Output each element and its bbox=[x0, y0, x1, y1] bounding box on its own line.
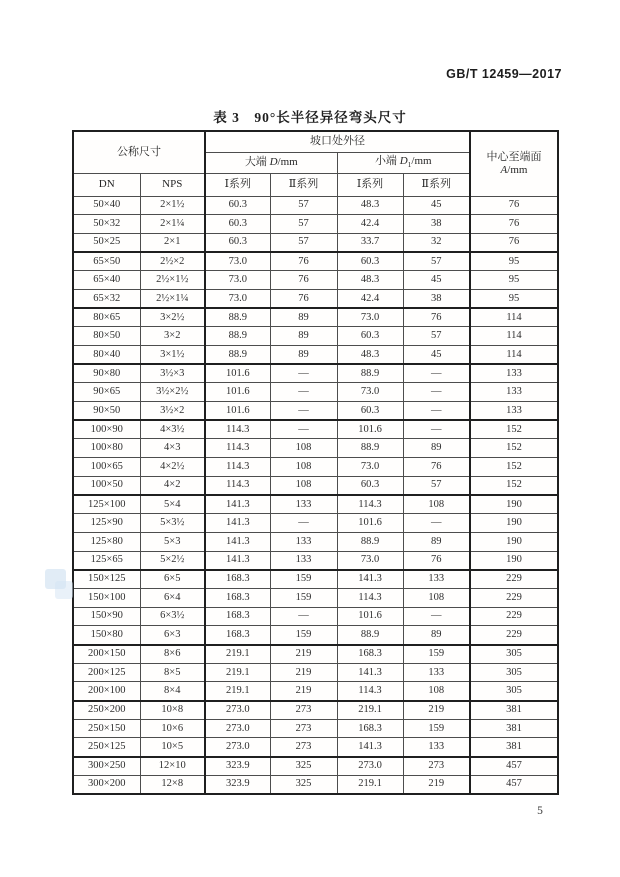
center-to-face-cell: 457 bbox=[470, 775, 558, 794]
large-end-series-ii-cell: — bbox=[270, 420, 337, 439]
large-end-series-ii-cell: 273 bbox=[270, 701, 337, 720]
table-row bbox=[73, 701, 558, 720]
large-end-series-i-cell: 88.9 bbox=[205, 346, 270, 365]
small-end-series-ii-cell: 273 bbox=[403, 757, 470, 776]
header-small-end-unit: /mm bbox=[411, 155, 432, 168]
dn-cell: 150×90 bbox=[73, 607, 140, 626]
small-end-series-i-cell: 48.3 bbox=[337, 271, 403, 290]
small-end-series-i-cell: 141.3 bbox=[337, 663, 403, 682]
center-to-face-cell: 133 bbox=[470, 364, 558, 383]
large-end-series-ii-cell: — bbox=[270, 402, 337, 421]
large-end-series-i-cell: 219.1 bbox=[205, 645, 270, 664]
large-end-series-ii-cell: 108 bbox=[270, 439, 337, 458]
large-end-series-i-cell: 273.0 bbox=[205, 701, 270, 720]
nps-cell: 8×5 bbox=[140, 663, 205, 682]
large-end-series-ii-cell: 57 bbox=[270, 215, 337, 234]
large-end-series-ii-cell: 108 bbox=[270, 458, 337, 477]
table-row bbox=[73, 364, 558, 383]
small-end-series-ii-cell: 89 bbox=[403, 532, 470, 551]
center-to-face-cell: 305 bbox=[470, 682, 558, 701]
small-end-series-i-cell: 88.9 bbox=[337, 532, 403, 551]
center-to-face-cell: 76 bbox=[470, 215, 558, 234]
table-row bbox=[73, 476, 558, 495]
large-end-series-i-cell: 168.3 bbox=[205, 626, 270, 645]
large-end-series-ii-cell: — bbox=[270, 383, 337, 402]
small-end-series-ii-cell: 133 bbox=[403, 570, 470, 589]
header-small-end-series-i: Ⅰ系列 bbox=[337, 173, 403, 196]
nps-cell: 12×10 bbox=[140, 757, 205, 776]
table-header bbox=[73, 131, 558, 196]
large-end-series-i-cell: 141.3 bbox=[205, 551, 270, 570]
small-end-series-ii-cell: 133 bbox=[403, 738, 470, 757]
large-end-series-i-cell: 273.0 bbox=[205, 738, 270, 757]
reducing-elbow-dimensions-table bbox=[72, 130, 559, 795]
nps-cell: 8×6 bbox=[140, 645, 205, 664]
center-to-face-cell: 95 bbox=[470, 252, 558, 271]
large-end-series-ii-cell: 325 bbox=[270, 775, 337, 794]
page-number: 5 bbox=[537, 805, 543, 817]
small-end-series-ii-cell: — bbox=[403, 402, 470, 421]
small-end-series-ii-cell: — bbox=[403, 420, 470, 439]
table-row bbox=[73, 663, 558, 682]
large-end-series-ii-cell: 76 bbox=[270, 289, 337, 308]
table-row bbox=[73, 588, 558, 607]
nps-cell: 8×4 bbox=[140, 682, 205, 701]
nps-cell: 4×3½ bbox=[140, 420, 205, 439]
center-to-face-cell: 152 bbox=[470, 476, 558, 495]
small-end-series-ii-cell: 38 bbox=[403, 215, 470, 234]
small-end-series-i-cell: 114.3 bbox=[337, 588, 403, 607]
header-small-end-series-ii: Ⅱ系列 bbox=[403, 173, 470, 196]
table-row bbox=[73, 514, 558, 533]
large-end-series-i-cell: 168.3 bbox=[205, 607, 270, 626]
small-end-series-ii-cell: — bbox=[403, 607, 470, 626]
large-end-series-i-cell: 101.6 bbox=[205, 364, 270, 383]
small-end-series-ii-cell: 57 bbox=[403, 327, 470, 346]
large-end-series-i-cell: 219.1 bbox=[205, 682, 270, 701]
center-to-face-cell: 95 bbox=[470, 289, 558, 308]
small-end-series-i-cell: 101.6 bbox=[337, 420, 403, 439]
small-end-series-ii-cell: — bbox=[403, 364, 470, 383]
dn-cell: 65×50 bbox=[73, 252, 140, 271]
large-end-series-ii-cell: 89 bbox=[270, 308, 337, 327]
large-end-series-ii-cell: 325 bbox=[270, 757, 337, 776]
dn-cell: 125×80 bbox=[73, 532, 140, 551]
dn-cell: 100×80 bbox=[73, 439, 140, 458]
center-to-face-cell: 152 bbox=[470, 439, 558, 458]
small-end-series-i-cell: 219.1 bbox=[337, 775, 403, 794]
header-large-end-series-ii: Ⅱ系列 bbox=[270, 173, 337, 196]
small-end-series-ii-cell: 57 bbox=[403, 476, 470, 495]
large-end-series-i-cell: 60.3 bbox=[205, 215, 270, 234]
table-row bbox=[73, 196, 558, 215]
large-end-series-i-cell: 88.9 bbox=[205, 327, 270, 346]
small-end-series-i-cell: 48.3 bbox=[337, 346, 403, 365]
small-end-series-i-cell: 219.1 bbox=[337, 701, 403, 720]
large-end-series-i-cell: 114.3 bbox=[205, 458, 270, 477]
center-to-face-cell: 229 bbox=[470, 607, 558, 626]
dn-cell: 65×40 bbox=[73, 271, 140, 290]
small-end-series-ii-cell: 89 bbox=[403, 626, 470, 645]
dn-cell: 65×32 bbox=[73, 289, 140, 308]
nps-cell: 3×2½ bbox=[140, 308, 205, 327]
small-end-series-i-cell: 114.3 bbox=[337, 682, 403, 701]
large-end-series-ii-cell: 76 bbox=[270, 252, 337, 271]
large-end-series-i-cell: 73.0 bbox=[205, 289, 270, 308]
small-end-series-ii-cell: 108 bbox=[403, 682, 470, 701]
table-row bbox=[73, 719, 558, 738]
table-body bbox=[73, 196, 558, 794]
small-end-series-i-cell: 168.3 bbox=[337, 719, 403, 738]
table-row bbox=[73, 738, 558, 757]
center-to-face-cell: 152 bbox=[470, 420, 558, 439]
center-to-face-cell: 114 bbox=[470, 346, 558, 365]
large-end-series-ii-cell: 57 bbox=[270, 233, 337, 252]
header-center-to-face-line1: 中心至端面 bbox=[486, 151, 542, 164]
nps-cell: 5×4 bbox=[140, 495, 205, 514]
large-end-series-i-cell: 114.3 bbox=[205, 439, 270, 458]
large-end-series-i-cell: 273.0 bbox=[205, 719, 270, 738]
small-end-series-i-cell: 73.0 bbox=[337, 308, 403, 327]
large-end-series-i-cell: 88.9 bbox=[205, 308, 270, 327]
nps-cell: 6×3½ bbox=[140, 607, 205, 626]
center-to-face-cell: 133 bbox=[470, 383, 558, 402]
center-to-face-cell: 76 bbox=[470, 233, 558, 252]
table-row bbox=[73, 420, 558, 439]
large-end-series-i-cell: 141.3 bbox=[205, 495, 270, 514]
header-large-end-unit: /mm bbox=[277, 156, 298, 169]
header-small-end-label: 小端 bbox=[374, 155, 400, 168]
table-row bbox=[73, 458, 558, 477]
header-small-end bbox=[337, 152, 470, 173]
header-nps: NPS bbox=[140, 173, 205, 196]
large-end-series-ii-cell: — bbox=[270, 607, 337, 626]
large-end-series-ii-cell: — bbox=[270, 364, 337, 383]
header-large-end-label: 大端 bbox=[244, 156, 270, 169]
large-end-series-ii-cell: — bbox=[270, 514, 337, 533]
large-end-series-i-cell: 73.0 bbox=[205, 252, 270, 271]
small-end-series-ii-cell: 76 bbox=[403, 551, 470, 570]
large-end-series-i-cell: 60.3 bbox=[205, 233, 270, 252]
small-end-series-ii-cell: 133 bbox=[403, 663, 470, 682]
dn-cell: 90×65 bbox=[73, 383, 140, 402]
large-end-series-ii-cell: 108 bbox=[270, 476, 337, 495]
nps-cell: 2×1¼ bbox=[140, 215, 205, 234]
nps-cell: 2½×1¼ bbox=[140, 289, 205, 308]
center-to-face-cell: 229 bbox=[470, 626, 558, 645]
small-end-series-i-cell: 141.3 bbox=[337, 738, 403, 757]
large-end-series-ii-cell: 133 bbox=[270, 532, 337, 551]
small-end-series-i-cell: 60.3 bbox=[337, 402, 403, 421]
large-end-series-i-cell: 114.3 bbox=[205, 476, 270, 495]
nps-cell: 10×6 bbox=[140, 719, 205, 738]
dn-cell: 300×250 bbox=[73, 757, 140, 776]
large-end-series-ii-cell: 133 bbox=[270, 551, 337, 570]
dn-cell: 200×125 bbox=[73, 663, 140, 682]
dn-cell: 125×65 bbox=[73, 551, 140, 570]
nps-cell: 10×8 bbox=[140, 701, 205, 720]
nps-cell: 3½×3 bbox=[140, 364, 205, 383]
small-end-series-i-cell: 101.6 bbox=[337, 514, 403, 533]
table-row bbox=[73, 645, 558, 664]
small-end-series-ii-cell: 76 bbox=[403, 458, 470, 477]
table-row bbox=[73, 271, 558, 290]
dn-cell: 80×40 bbox=[73, 346, 140, 365]
center-to-face-cell: 305 bbox=[470, 645, 558, 664]
nps-cell: 5×2½ bbox=[140, 551, 205, 570]
center-to-face-cell: 305 bbox=[470, 663, 558, 682]
header-center-to-face-symbol: A bbox=[500, 163, 508, 176]
dn-cell: 200×100 bbox=[73, 682, 140, 701]
nps-cell: 3½×2 bbox=[140, 402, 205, 421]
watermark-square-back bbox=[45, 569, 66, 589]
large-end-series-i-cell: 141.3 bbox=[205, 514, 270, 533]
large-end-series-ii-cell: 133 bbox=[270, 495, 337, 514]
dn-cell: 100×65 bbox=[73, 458, 140, 477]
center-to-face-cell: 190 bbox=[470, 514, 558, 533]
center-to-face-cell: 381 bbox=[470, 719, 558, 738]
large-end-series-ii-cell: 89 bbox=[270, 327, 337, 346]
small-end-series-i-cell: 73.0 bbox=[337, 383, 403, 402]
small-end-series-ii-cell: 45 bbox=[403, 196, 470, 215]
nps-cell: 6×4 bbox=[140, 588, 205, 607]
header-small-end-symbol: D bbox=[399, 155, 408, 168]
small-end-series-i-cell: 168.3 bbox=[337, 645, 403, 664]
nps-cell: 6×5 bbox=[140, 570, 205, 589]
dn-cell: 150×100 bbox=[73, 588, 140, 607]
large-end-series-i-cell: 141.3 bbox=[205, 532, 270, 551]
small-end-series-ii-cell: 159 bbox=[403, 719, 470, 738]
center-to-face-cell: 381 bbox=[470, 738, 558, 757]
small-end-series-i-cell: 60.3 bbox=[337, 327, 403, 346]
dn-cell: 90×80 bbox=[73, 364, 140, 383]
table-row bbox=[73, 252, 558, 271]
center-to-face-cell: 190 bbox=[470, 551, 558, 570]
large-end-series-ii-cell: 219 bbox=[270, 682, 337, 701]
small-end-series-i-cell: 42.4 bbox=[337, 289, 403, 308]
table-row bbox=[73, 607, 558, 626]
table-row bbox=[73, 439, 558, 458]
small-end-series-i-cell: 88.9 bbox=[337, 439, 403, 458]
dn-cell: 250×125 bbox=[73, 738, 140, 757]
large-end-series-i-cell: 73.0 bbox=[205, 271, 270, 290]
dn-cell: 50×25 bbox=[73, 233, 140, 252]
table-row bbox=[73, 346, 558, 365]
large-end-series-i-cell: 323.9 bbox=[205, 775, 270, 794]
dn-cell: 80×65 bbox=[73, 308, 140, 327]
large-end-series-i-cell: 168.3 bbox=[205, 570, 270, 589]
nps-cell: 3×2 bbox=[140, 327, 205, 346]
watermark-icon bbox=[45, 569, 75, 603]
dn-cell: 50×32 bbox=[73, 215, 140, 234]
small-end-series-ii-cell: 108 bbox=[403, 495, 470, 514]
table-row bbox=[73, 757, 558, 776]
watermark-square-front bbox=[55, 581, 73, 599]
small-end-series-i-cell: 88.9 bbox=[337, 364, 403, 383]
small-end-series-i-cell: 88.9 bbox=[337, 626, 403, 645]
nps-cell: 4×2½ bbox=[140, 458, 205, 477]
large-end-series-ii-cell: 159 bbox=[270, 626, 337, 645]
table-row bbox=[73, 215, 558, 234]
header-large-end bbox=[205, 152, 337, 173]
table-title: 表 3 90°长半径异径弯头尺寸 bbox=[213, 110, 407, 125]
large-end-series-i-cell: 60.3 bbox=[205, 196, 270, 215]
small-end-series-ii-cell: 108 bbox=[403, 588, 470, 607]
small-end-series-i-cell: 33.7 bbox=[337, 233, 403, 252]
nps-cell: 4×2 bbox=[140, 476, 205, 495]
large-end-series-ii-cell: 273 bbox=[270, 738, 337, 757]
table-row bbox=[73, 402, 558, 421]
center-to-face-cell: 190 bbox=[470, 532, 558, 551]
table-row bbox=[73, 775, 558, 794]
table-row bbox=[73, 289, 558, 308]
center-to-face-cell: 114 bbox=[470, 308, 558, 327]
header-center-to-face bbox=[470, 131, 558, 196]
center-to-face-cell: 114 bbox=[470, 327, 558, 346]
header-dn: DN bbox=[73, 173, 140, 196]
small-end-series-i-cell: 60.3 bbox=[337, 252, 403, 271]
nps-cell: 3½×2½ bbox=[140, 383, 205, 402]
table-row bbox=[73, 383, 558, 402]
nps-cell: 12×8 bbox=[140, 775, 205, 794]
small-end-series-ii-cell: 32 bbox=[403, 233, 470, 252]
table-row bbox=[73, 327, 558, 346]
table-row bbox=[73, 532, 558, 551]
small-end-series-ii-cell: 159 bbox=[403, 645, 470, 664]
small-end-series-ii-cell: 57 bbox=[403, 252, 470, 271]
large-end-series-ii-cell: 219 bbox=[270, 663, 337, 682]
table-row bbox=[73, 626, 558, 645]
large-end-series-ii-cell: 159 bbox=[270, 588, 337, 607]
large-end-series-i-cell: 114.3 bbox=[205, 420, 270, 439]
dn-cell: 100×90 bbox=[73, 420, 140, 439]
dn-cell: 125×90 bbox=[73, 514, 140, 533]
small-end-series-i-cell: 114.3 bbox=[337, 495, 403, 514]
nps-cell: 6×3 bbox=[140, 626, 205, 645]
center-to-face-cell: 190 bbox=[470, 495, 558, 514]
dn-cell: 80×50 bbox=[73, 327, 140, 346]
small-end-series-ii-cell: 38 bbox=[403, 289, 470, 308]
dn-cell: 125×100 bbox=[73, 495, 140, 514]
small-end-series-i-cell: 48.3 bbox=[337, 196, 403, 215]
table-row bbox=[73, 551, 558, 570]
large-end-series-i-cell: 168.3 bbox=[205, 588, 270, 607]
dn-cell: 200×150 bbox=[73, 645, 140, 664]
center-to-face-cell: 457 bbox=[470, 757, 558, 776]
small-end-series-i-cell: 73.0 bbox=[337, 551, 403, 570]
dn-cell: 250×150 bbox=[73, 719, 140, 738]
nps-cell: 2½×2 bbox=[140, 252, 205, 271]
large-end-series-ii-cell: 89 bbox=[270, 346, 337, 365]
large-end-series-i-cell: 101.6 bbox=[205, 402, 270, 421]
dn-cell: 150×80 bbox=[73, 626, 140, 645]
table-row bbox=[73, 233, 558, 252]
dn-cell: 50×40 bbox=[73, 196, 140, 215]
large-end-series-ii-cell: 219 bbox=[270, 645, 337, 664]
header-large-end-series-i: Ⅰ系列 bbox=[205, 173, 270, 196]
center-to-face-cell: 76 bbox=[470, 196, 558, 215]
nps-cell: 10×5 bbox=[140, 738, 205, 757]
table-row bbox=[73, 308, 558, 327]
small-end-series-i-cell: 101.6 bbox=[337, 607, 403, 626]
nps-cell: 2×1½ bbox=[140, 196, 205, 215]
small-end-series-i-cell: 73.0 bbox=[337, 458, 403, 477]
header-bevel-od: 坡口处外径 bbox=[205, 131, 470, 152]
small-end-series-ii-cell: 76 bbox=[403, 308, 470, 327]
dn-cell: 90×50 bbox=[73, 402, 140, 421]
small-end-series-i-cell: 141.3 bbox=[337, 570, 403, 589]
small-end-series-ii-cell: 89 bbox=[403, 439, 470, 458]
small-end-series-ii-cell: 219 bbox=[403, 701, 470, 720]
center-to-face-cell: 152 bbox=[470, 458, 558, 477]
small-end-series-i-cell: 42.4 bbox=[337, 215, 403, 234]
center-to-face-cell: 133 bbox=[470, 402, 558, 421]
dn-cell: 300×200 bbox=[73, 775, 140, 794]
large-end-series-ii-cell: 159 bbox=[270, 570, 337, 589]
center-to-face-cell: 229 bbox=[470, 570, 558, 589]
center-to-face-cell: 95 bbox=[470, 271, 558, 290]
standard-number: GB/T 12459—2017 bbox=[446, 67, 562, 81]
nps-cell: 3×1½ bbox=[140, 346, 205, 365]
header-nominal-size: 公称尺寸 bbox=[73, 131, 205, 173]
small-end-series-ii-cell: 45 bbox=[403, 271, 470, 290]
table-row bbox=[73, 570, 558, 589]
header-center-to-face-unit: /mm bbox=[507, 163, 528, 176]
small-end-series-ii-cell: — bbox=[403, 514, 470, 533]
table-row bbox=[73, 495, 558, 514]
small-end-series-ii-cell: 219 bbox=[403, 775, 470, 794]
dn-cell: 150×125 bbox=[73, 570, 140, 589]
dn-cell: 250×200 bbox=[73, 701, 140, 720]
large-end-series-i-cell: 323.9 bbox=[205, 757, 270, 776]
large-end-series-i-cell: 219.1 bbox=[205, 663, 270, 682]
header-large-end-symbol: D bbox=[269, 156, 278, 169]
large-end-series-i-cell: 101.6 bbox=[205, 383, 270, 402]
large-end-series-ii-cell: 76 bbox=[270, 271, 337, 290]
nps-cell: 5×3 bbox=[140, 532, 205, 551]
nps-cell: 5×3½ bbox=[140, 514, 205, 533]
nps-cell: 2½×1½ bbox=[140, 271, 205, 290]
nps-cell: 4×3 bbox=[140, 439, 205, 458]
table-row bbox=[73, 682, 558, 701]
large-end-series-ii-cell: 273 bbox=[270, 719, 337, 738]
nps-cell: 2×1 bbox=[140, 233, 205, 252]
small-end-series-i-cell: 60.3 bbox=[337, 476, 403, 495]
dn-cell: 100×50 bbox=[73, 476, 140, 495]
large-end-series-ii-cell: 57 bbox=[270, 196, 337, 215]
header-small-end-subscript: 1 bbox=[407, 160, 412, 170]
small-end-series-ii-cell: — bbox=[403, 383, 470, 402]
small-end-series-i-cell: 273.0 bbox=[337, 757, 403, 776]
small-end-series-ii-cell: 45 bbox=[403, 346, 470, 365]
center-to-face-cell: 229 bbox=[470, 588, 558, 607]
center-to-face-cell: 381 bbox=[470, 701, 558, 720]
